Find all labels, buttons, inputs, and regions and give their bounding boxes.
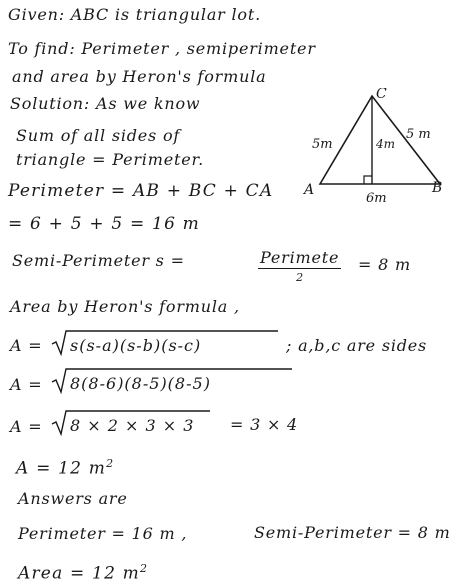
right-angle-mark — [364, 176, 372, 184]
area-final-line — [16, 455, 114, 478]
semi-perimeter-result: = 8 m — [358, 255, 411, 274]
area-heading: Area by Heron's formula , — [10, 297, 240, 316]
radicand: 8(8-6)(8-5)(8-5) — [70, 374, 211, 393]
area-final-exponent: 2 — [106, 457, 115, 470]
answers-heading: Answers are — [18, 489, 128, 508]
area-final-value: A = 12 m — [16, 458, 107, 479]
area-substitution-root — [52, 368, 296, 394]
answer-area-line — [18, 560, 148, 583]
side-bc-label: 5 m — [406, 127, 431, 142]
vertex-a-label: A — [304, 182, 315, 198]
answer-area-exponent: 2 — [140, 562, 149, 575]
answer-semi-perimeter: Semi-Perimeter = 8 m — [254, 523, 451, 542]
area-formula-lhs: A = — [10, 336, 43, 355]
sum-of-sides-line: Sum of all sides of — [16, 126, 181, 145]
sides-note: ; a,b,c are sides — [286, 336, 428, 355]
perimeter-calculation: = 6 + 5 + 5 = 16 m — [8, 214, 201, 234]
answer-area-value: Area = 12 m — [18, 563, 141, 584]
area-product-result: = 3 × 4 — [230, 415, 299, 434]
semi-perimeter-fraction — [258, 248, 341, 284]
radicand: s(s-a)(s-b)(s-c) — [70, 336, 202, 355]
to-find-line-2: and area by Heron's formula — [12, 67, 267, 86]
vertex-c-label: C — [376, 88, 387, 102]
radicand: 8 × 2 × 3 × 3 — [70, 416, 195, 435]
fraction-denominator: 2 — [296, 271, 304, 284]
area-substitution-lhs: A = — [10, 375, 43, 394]
given-line: Given: ABC is triangular lot. — [8, 5, 261, 24]
semi-perimeter-label: Semi-Perimeter s = — [12, 251, 185, 270]
to-find-line-1: To find: Perimeter , semiperimeter — [8, 39, 316, 58]
vertex-b-label: B — [432, 180, 443, 196]
side-ac-label: 5m — [312, 137, 333, 152]
area-formula-root — [52, 330, 282, 356]
fraction-numerator: Perimete — [260, 248, 340, 267]
area-product-root — [52, 410, 214, 436]
answer-perimeter: Perimeter = 16 m , — [18, 524, 188, 543]
area-product-lhs: A = — [10, 417, 43, 436]
height-label: 4m — [376, 137, 396, 151]
triangle-diagram — [302, 88, 472, 204]
perimeter-equation: Perimeter = AB + BC + CA — [8, 181, 274, 201]
triangle-perimeter-line: triangle = Perimeter. — [16, 150, 205, 169]
solution-line: Solution: As we know — [10, 94, 201, 113]
base-label: 6m — [366, 191, 387, 204]
